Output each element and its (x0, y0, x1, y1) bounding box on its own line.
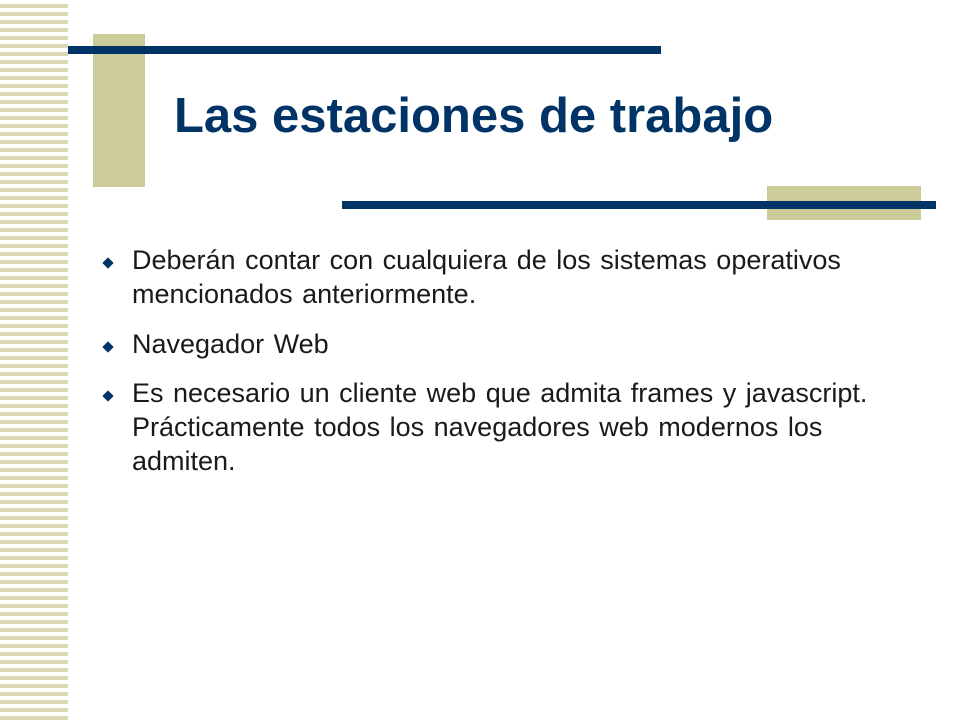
slide-title: Las estaciones de trabajo (174, 89, 774, 143)
diamond-bullet-icon (102, 341, 113, 352)
bullet-item (100, 328, 920, 362)
bullet-text: Deberán contar con cualquiera de los sistemas operativos mencionados anteriormente. (132, 245, 841, 309)
bullet-item (100, 244, 920, 312)
bullet-text: Es necesario un cliente web que admita frames y javascript. Prácticamente todos los navegadores web modernos los admiten. (132, 378, 868, 476)
bullet-list (100, 244, 920, 495)
accent-block-top (93, 34, 145, 187)
bullet-text: Navegador Web (132, 328, 329, 359)
bullet-item (100, 377, 920, 478)
diamond-bullet-icon (102, 257, 113, 268)
accent-line-top (68, 46, 661, 54)
accent-line-bottom (342, 201, 936, 209)
diamond-bullet-icon (102, 391, 113, 402)
left-stripe-border (0, 0, 68, 720)
